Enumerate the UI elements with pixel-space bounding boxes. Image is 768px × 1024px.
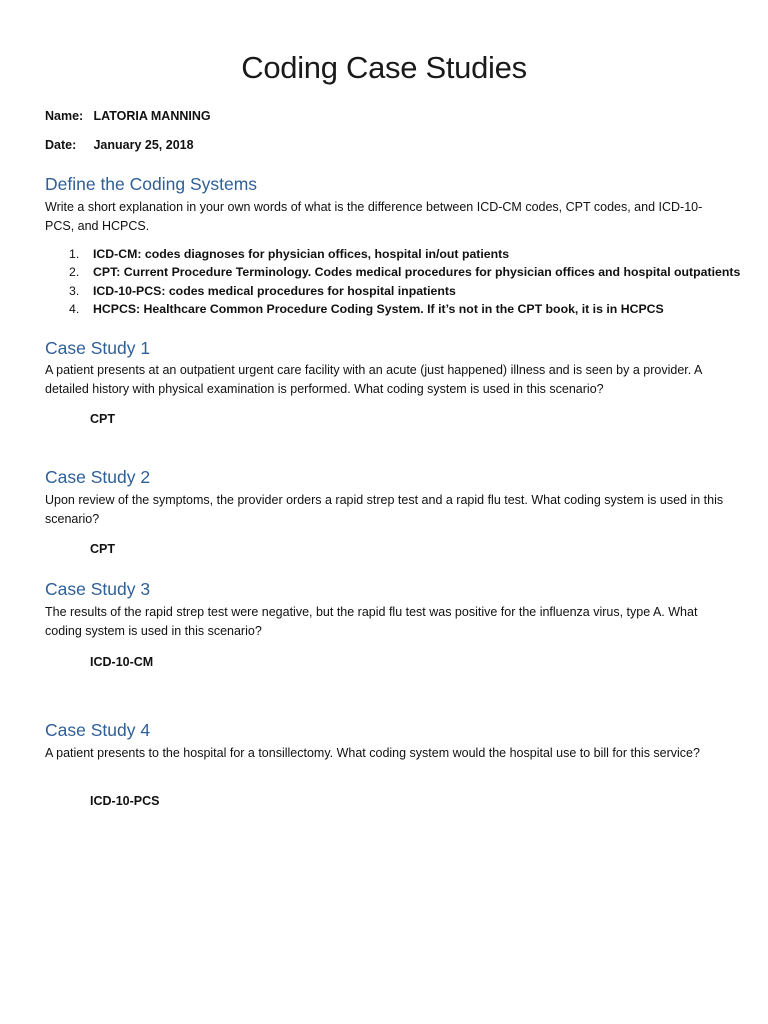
name-value: LATORIA MANNING [93,109,211,123]
list-item: 1. ICD-CM: codes diagnoses for physician offices, hospital in/out patients [69,247,510,261]
case-study-4-question: A patient presents to the hospital for a tonsillectomy. What coding system would the hospital use to bill for this service? [45,746,700,760]
document-title: Coding Case Studies [241,50,527,85]
list-item: 2. CPT: Current Procedure Terminology. Codes medical procedures for physician offices and hospital outpatients [69,265,741,280]
date-value: January 25, 2018 [93,138,194,152]
date-line [45,138,194,152]
case-study-3-question: The results of the rapid strep test were negative, but the rapid flu test was positive for the influenza virus, type A. What coding system is used in this scenario? [45,605,698,638]
case-study-4-answer: ICD-10-PCS [90,794,160,808]
case-study-1-question: A patient presents at an outpatient urgent care facility with an acute (just happened) illness and is seen by a provider. A detailed history with physical examination is performed. What coding system is used in this scenario? [45,363,702,396]
case-study-1-answer: CPT [90,412,115,426]
case-study-4-heading: Case Study 4 [45,720,151,740]
define-heading: Define the Coding Systems [45,174,258,194]
case-study-2-question: Upon review of the symptoms, the provider orders a rapid strep test and a rapid flu test. What coding system is used in this scenario? [45,493,724,526]
case-study-3-answer: ICD-10-CM [90,655,154,669]
name-line [45,109,211,123]
define-instruction: Write a short explanation in your own words of what is the difference between ICD-CM codes, CPT codes, and ICD-10-PCS, and HCPCS. [45,200,703,233]
coding-systems-list [45,245,740,318]
list-item: 4. HCPCS: Healthcare Common Procedure Coding System. If it’s not in the CPT book, it is in HCPCS [69,301,664,316]
name-label: Name: [45,109,84,123]
date-label: Date: [45,138,77,152]
case-study-2-heading: Case Study 2 [45,467,151,487]
case-study-1-heading: Case Study 1 [45,338,151,358]
case-study-2-answer: CPT [90,542,115,556]
list-item: 3. ICD-10-PCS: codes medical procedures for hospital inpatients [69,283,456,298]
case-study-3-heading: Case Study 3 [45,579,151,599]
